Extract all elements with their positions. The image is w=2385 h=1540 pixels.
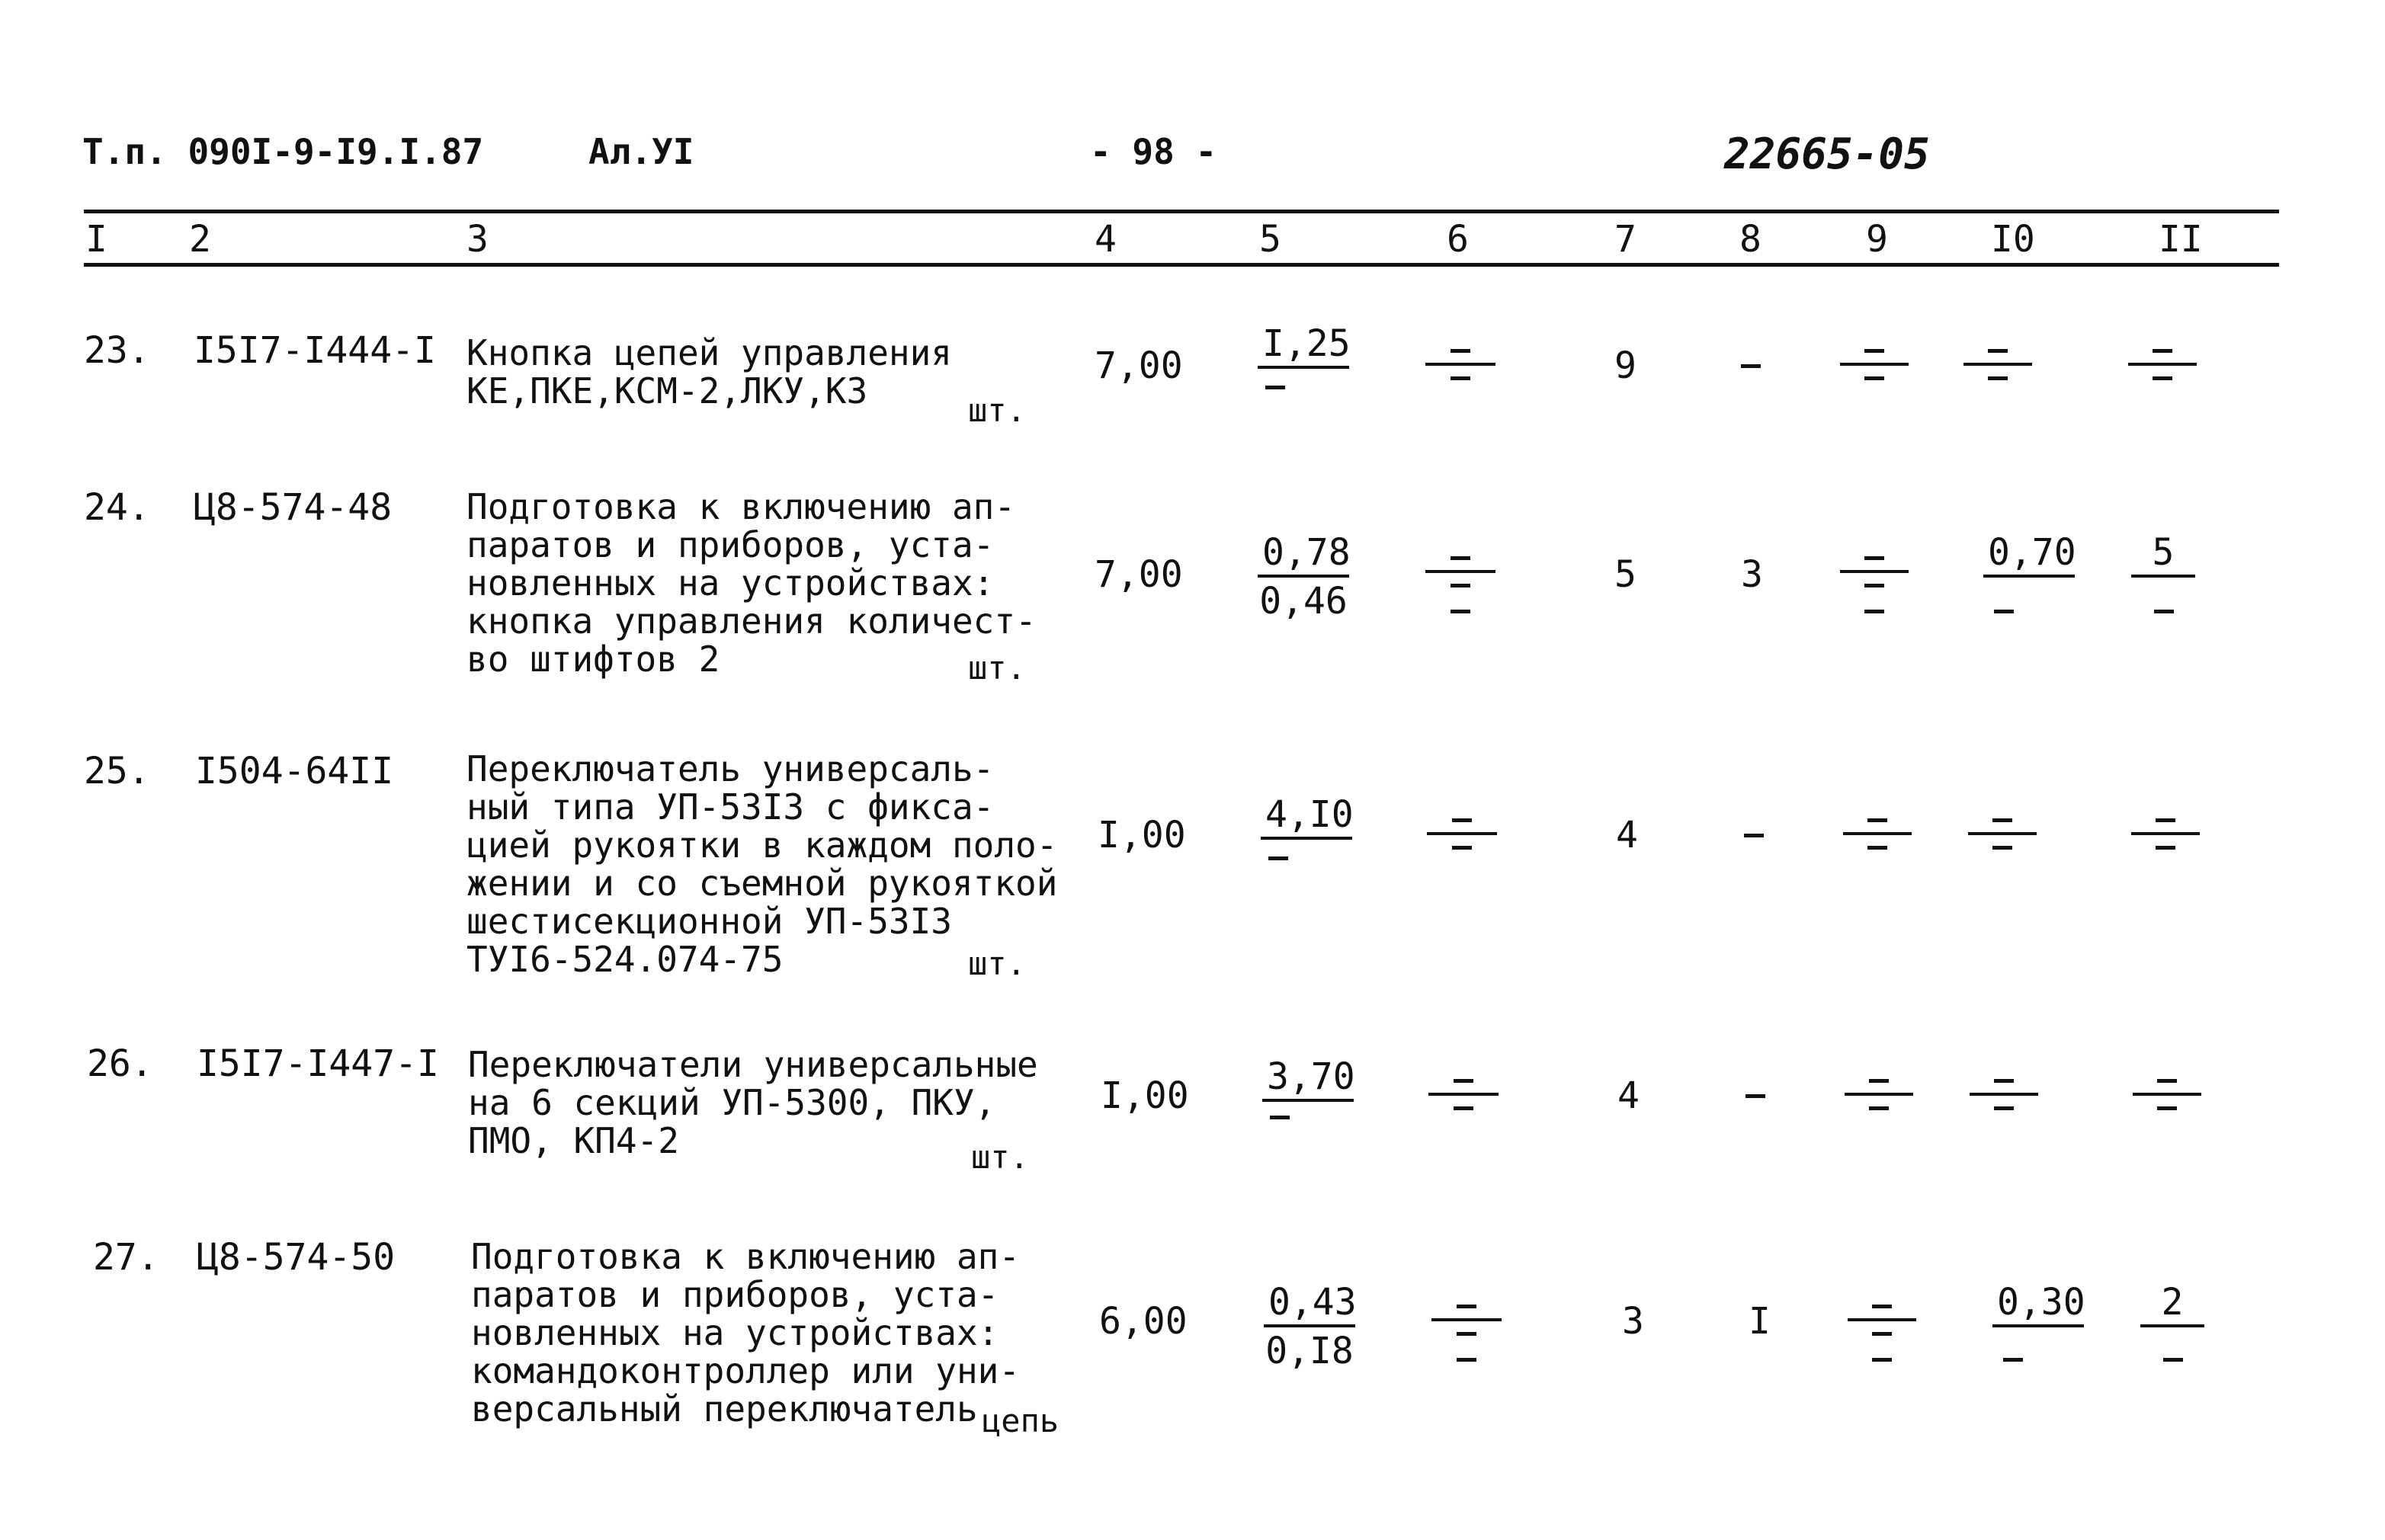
row-number: 24.: [84, 486, 150, 529]
row-col10-mark: [1968, 818, 2037, 852]
row-col7-value: 5: [1614, 553, 1636, 596]
row-col5-fraction: [1258, 530, 1349, 625]
row-col5-fraction: [1264, 1280, 1355, 1375]
row-col6-mark: [1428, 1079, 1499, 1113]
row-col8-value: 3: [1741, 553, 1763, 596]
row-col9-mark: [1840, 556, 1909, 590]
row-col10-fraction: [1983, 530, 2075, 578]
row-col5-numerator: 0,78: [1258, 530, 1349, 578]
row-col5-denominator-dash: [1268, 856, 1288, 860]
row-col4-value: 6,00: [1099, 1300, 1188, 1343]
row-col4-value: 7,00: [1095, 553, 1183, 596]
row-col4-value: I,00: [1098, 814, 1186, 856]
row-col11-mark: [2128, 349, 2197, 383]
row-col4-value: 7,00: [1095, 344, 1183, 387]
row-unit: шт.: [968, 945, 1026, 982]
row-col6-lower-dash: [1457, 1358, 1476, 1362]
row-number: 25.: [84, 750, 150, 792]
row-col7-value: 4: [1616, 814, 1638, 856]
column-number-9: 9: [1866, 218, 1888, 261]
row-col11-denominator-dash: [2154, 610, 2174, 613]
row-description: Подготовка к включению ап- паратов и приборов, уста- новленных на устройствах: командоконтроллер или уни- версальный переключатель: [471, 1236, 1021, 1430]
row-col9-mark: [1840, 349, 1909, 383]
row-col5-numerator: 4,I0: [1261, 792, 1352, 840]
row-unit: шт.: [968, 392, 1026, 429]
row-number: 26.: [87, 1042, 153, 1085]
row-col10-mark: [1963, 349, 2032, 383]
row-code: I5I7-I444-I: [194, 329, 436, 372]
row-col11-mark: [2131, 818, 2200, 852]
row-col10-numerator: 0,30: [1992, 1280, 2084, 1327]
document-number: 22665-05: [1724, 130, 1930, 179]
row-col7-value: 9: [1614, 344, 1636, 387]
row-description: Переключатели универсальные на 6 секций УП-5300, ПКУ, ПМО, КП4-2: [468, 1044, 1038, 1161]
column-number-5: 5: [1259, 218, 1281, 261]
row-col6-mark: [1425, 556, 1495, 590]
row-col6-mark: [1425, 349, 1495, 383]
column-number-4: 4: [1095, 218, 1117, 261]
row-col5-denominator-dash: [1265, 386, 1285, 389]
row-col10-denominator-dash: [1994, 610, 2014, 613]
row-col11-fraction: [2140, 1280, 2204, 1327]
row-col9-mark: [1843, 818, 1912, 852]
row-number: 23.: [84, 329, 150, 372]
row-code: I504-64II: [195, 750, 394, 792]
top-rule: [84, 210, 2279, 213]
column-number-10: I0: [1991, 218, 2035, 261]
row-col10-numerator: 0,70: [1983, 530, 2075, 578]
row-col5-numerator: I,25: [1258, 322, 1349, 369]
row-unit: цепь: [982, 1402, 1059, 1439]
column-number-2: 2: [189, 218, 211, 261]
row-col11-denominator-dash: [2163, 1358, 2183, 1362]
row-col5-fraction: [1261, 792, 1352, 840]
doc-code: Т.п. 090I-9-I9.I.87: [82, 131, 484, 172]
column-number-7: 7: [1614, 218, 1636, 261]
row-col6-mark: [1431, 1305, 1502, 1338]
row-description: Кнопка цепей управления КЕ,ПКЕ,КСМ-2,ЛКУ,КЗ: [466, 332, 952, 411]
row-unit: шт.: [968, 649, 1026, 687]
row-description: Переключатель универсаль- ный типа УП-53I3 с фикса- цией рукоятки в каждом поло- жении и со съемной рукояткой шестисекционной УП-53I3 ТУI6-524.074-75: [466, 748, 1058, 980]
row-col8-dash: [1745, 1094, 1765, 1098]
row-code: Ц8-574-48: [194, 486, 393, 529]
column-header-rule: [84, 263, 2279, 267]
row-col4-value: I,00: [1101, 1074, 1189, 1117]
row-col6-lower-dash: [1451, 610, 1470, 613]
row-col10-denominator-dash: [2003, 1358, 2023, 1362]
column-number-11: II: [2159, 218, 2203, 261]
row-col11-mark: [2133, 1079, 2201, 1113]
row-col10-fraction: [1992, 1280, 2084, 1327]
row-col9-lower-dash: [1864, 610, 1884, 613]
row-col5-denominator-dash: [1270, 1116, 1290, 1119]
column-number-6: 6: [1447, 218, 1469, 261]
row-col5-denominator: 0,I8: [1265, 1330, 1354, 1372]
page-number: - 98 -: [1090, 131, 1217, 172]
row-col8-dash: [1741, 364, 1761, 368]
row-col5-denominator: 0,46: [1259, 580, 1348, 623]
row-unit: шт.: [971, 1138, 1029, 1176]
row-col9-mark: [1845, 1079, 1913, 1113]
row-col6-mark: [1427, 818, 1497, 852]
row-col5-fraction: [1258, 322, 1349, 369]
row-col8-value: I: [1749, 1300, 1771, 1343]
row-col8-dash: [1744, 834, 1764, 837]
row-col9-lower-dash: [1872, 1358, 1892, 1362]
row-col7-value: 4: [1617, 1074, 1640, 1117]
row-col5-fraction: [1262, 1055, 1354, 1102]
row-col11-fraction: [2131, 530, 2195, 578]
row-col11-numerator: 2: [2140, 1280, 2204, 1327]
album-label: Ал.УI: [588, 131, 694, 172]
row-col11-numerator: 5: [2131, 530, 2195, 578]
row-description: Подготовка к включению ап- паратов и приборов, уста- новленных на устройствах: кнопка управления количест- во штифтов 2: [466, 486, 1037, 680]
column-number-3: 3: [466, 218, 489, 261]
column-number-1: I: [85, 218, 107, 261]
row-number: 27.: [93, 1236, 159, 1279]
row-code: I5I7-I447-I: [197, 1042, 439, 1085]
row-col10-mark: [1970, 1079, 2038, 1113]
row-col5-numerator: 0,43: [1264, 1280, 1355, 1327]
column-number-8: 8: [1739, 218, 1762, 261]
row-code: Ц8-574-50: [197, 1236, 396, 1279]
row-col5-numerator: 3,70: [1262, 1055, 1354, 1102]
row-col9-mark: [1848, 1305, 1916, 1338]
row-col7-value: 3: [1622, 1300, 1644, 1343]
